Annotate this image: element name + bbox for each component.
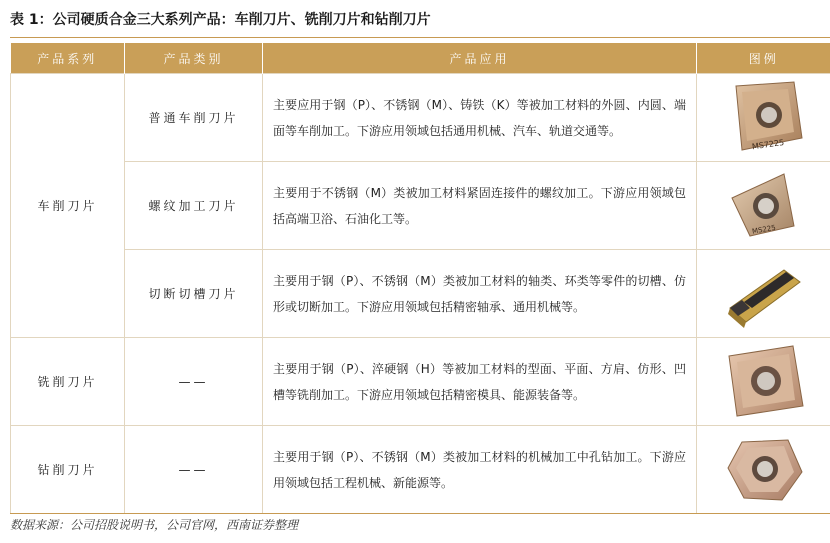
application-cell: 主要用于钢（P）、不锈钢（M）类被加工材料的轴类、环类等零件的切槽、仿形或切断加工。下游应用领域包括精密轴承、通用机械等。 <box>263 250 697 338</box>
category-cell: 普通车削刀片 <box>125 74 263 162</box>
insert-marking: MS7225 <box>750 137 785 151</box>
title-rule <box>10 37 830 38</box>
header-category: 产品类别 <box>125 43 263 74</box>
illustration-cell <box>697 338 830 426</box>
triangular-threading-insert-icon <box>722 168 806 244</box>
table-row <box>11 426 830 514</box>
category-cell: —— <box>125 338 263 426</box>
category-cell: —— <box>125 426 263 514</box>
header-row <box>11 43 830 74</box>
application-cell: 主要用于钢（P）、淬硬钢（H）等被加工材料的型面、平面、方肩、仿形、凹槽等铣削加工。下游应用领域包括精密模具、能源装备等。 <box>263 338 697 426</box>
header-series: 产品系列 <box>11 43 125 74</box>
category-cell: 螺纹加工刀片 <box>125 162 263 250</box>
application-cell: 主要用于钢（P）、不锈钢（M）类被加工材料的机械加工中孔钻加工。下游应用领域包括工程机械、新能源等。 <box>263 426 697 514</box>
series-cell-milling: 铣削刀片 <box>11 338 125 426</box>
product-table <box>10 43 830 514</box>
square-turning-insert-icon <box>722 80 806 156</box>
header-application: 产品应用 <box>263 43 697 74</box>
application-cell: 主要应用于钢（P）、不锈钢（M）、铸铁（K）等被加工材料的外圆、内圆、端面等车削加工。下游应用领域包括通用机械、汽车、轨道交通等。 <box>263 74 697 162</box>
table-row <box>11 74 830 162</box>
series-cell-drilling: 钻削刀片 <box>11 426 125 514</box>
table-row <box>11 250 830 338</box>
grooving-insert-icon <box>722 256 806 332</box>
illustration-cell <box>697 74 830 162</box>
category-cell: 切断切槽刀片 <box>125 250 263 338</box>
insert-marking: MS225 <box>750 223 776 236</box>
application-cell: 主要用于不锈钢（M）类被加工材料紧固连接件的螺纹加工。下游应用领域包括高端卫浴、石油化工等。 <box>263 162 697 250</box>
illustration-cell <box>697 426 830 514</box>
milling-insert-icon <box>719 342 809 422</box>
table-row <box>11 162 830 250</box>
drilling-insert-icon <box>722 432 806 508</box>
series-cell-turning: 车削刀片 <box>11 74 125 338</box>
table-title: 表 1：公司硬质合金三大系列产品：车削刀片、铣削刀片和钻削刀片 <box>10 12 431 28</box>
header-illustration: 图例 <box>697 43 830 74</box>
table-row <box>11 338 830 426</box>
illustration-cell <box>697 162 830 250</box>
data-source-note: 数据来源：公司招股说明书，公司官网，西南证券整理 <box>10 518 299 532</box>
illustration-cell <box>697 250 830 338</box>
